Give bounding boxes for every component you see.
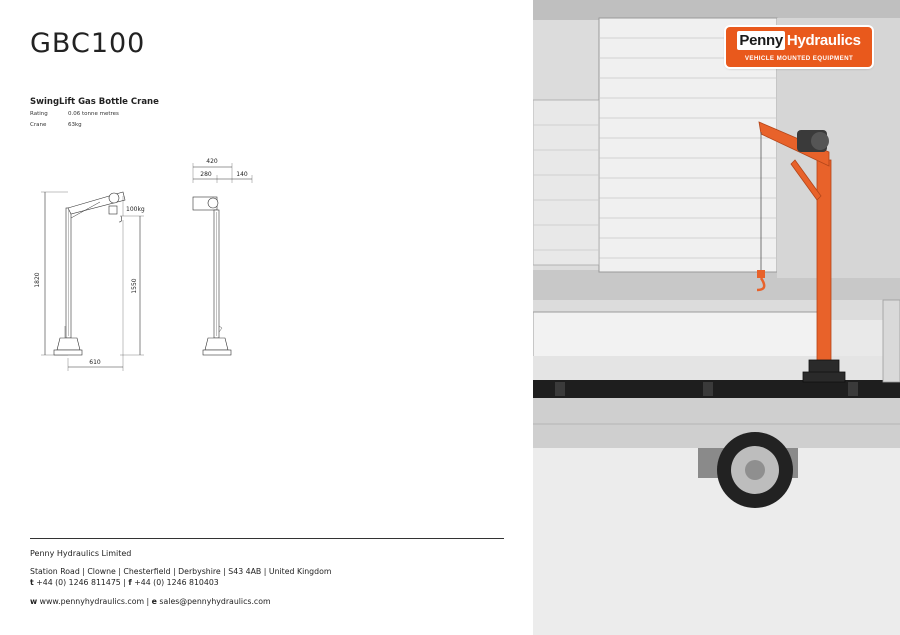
spec-row-crane bbox=[30, 122, 82, 128]
spec-label: Rating bbox=[30, 111, 48, 117]
crane-on-truck-photo bbox=[533, 0, 900, 635]
fax-label: f bbox=[128, 578, 132, 587]
contact-phone bbox=[30, 578, 219, 587]
spec-value: 0.06 tonne metres bbox=[68, 111, 119, 117]
dim-height-total: 1820 bbox=[34, 272, 41, 288]
brand-logo bbox=[726, 27, 872, 67]
logo-wordmark bbox=[726, 27, 872, 54]
spec-row-rating bbox=[30, 111, 119, 117]
product-subtitle: SwingLift Gas Bottle Crane bbox=[30, 97, 159, 107]
dim-width-total: 420 bbox=[206, 158, 218, 165]
dim-width-a: 280 bbox=[200, 171, 212, 178]
front-view bbox=[193, 163, 252, 355]
web-label: w bbox=[30, 597, 38, 606]
spec-label: Crane bbox=[30, 122, 47, 128]
side-view bbox=[41, 192, 144, 371]
spec-value: 63kg bbox=[68, 122, 82, 128]
dim-height-hook: 1550 bbox=[131, 278, 138, 294]
dim-load: 100kg bbox=[126, 206, 145, 213]
logo-word-penny: Penny bbox=[739, 32, 783, 49]
tel-number: +44 (0) 1246 811475 | bbox=[33, 578, 129, 587]
model-title: GBC100 bbox=[30, 28, 146, 59]
tel-label: t bbox=[30, 578, 34, 587]
web-url[interactable]: www.pennyhydraulics.com | bbox=[37, 597, 152, 606]
contact-web bbox=[30, 597, 271, 606]
dim-base-width: 610 bbox=[89, 359, 101, 366]
logo-word-hydraulics: Hydraulics bbox=[786, 32, 861, 49]
footer-divider bbox=[30, 538, 504, 539]
email-label: e bbox=[151, 597, 157, 606]
fax-number: +44 (0) 1246 810403 bbox=[131, 578, 219, 587]
email-address[interactable]: sales@pennyhydraulics.com bbox=[156, 597, 271, 606]
company-name: Penny Hydraulics Limited bbox=[30, 549, 132, 558]
company-address: Station Road | Clowne | Chesterfield | Derbyshire | S43 4AB | United Kingdom bbox=[30, 567, 332, 576]
technical-drawing bbox=[20, 150, 280, 380]
dim-width-b: 140 bbox=[236, 171, 248, 178]
product-photo-panel bbox=[533, 0, 900, 635]
logo-tagline: VEHICLE MOUNTED EQUIPMENT bbox=[744, 55, 854, 62]
